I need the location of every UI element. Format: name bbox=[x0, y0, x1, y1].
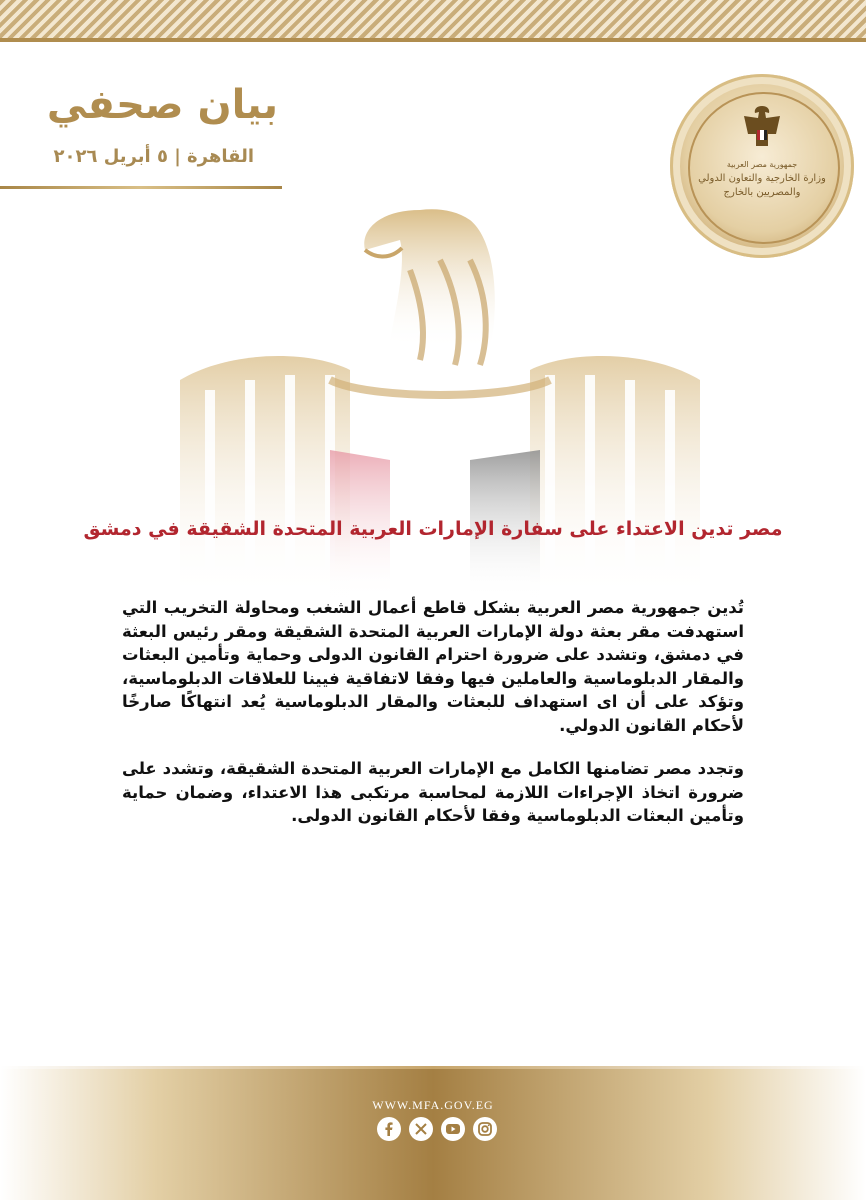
statement-body bbox=[122, 596, 744, 848]
statement-headline: مصر تدين الاعتداء على سفارة الإمارات العربية المتحدة الشقيقة في دمشق bbox=[83, 518, 783, 540]
seal-line-3: والمصريين بالخارج bbox=[723, 187, 801, 198]
seal-line-1: جمهورية مصر العربية bbox=[726, 160, 798, 169]
statement-paragraph: وتجدد مصر تضامنها الكامل مع الإمارات العربية المتحدة الشقيقة، وتشدد على ضرورة اتخاذ الإجراءات اللازمة لمحاسبة مرتكبى هذا الاعتداء، وضمان حماية وتأمين البعثات الدبلوماسية وفقا لأحكام القانون الدولى. bbox=[122, 759, 744, 825]
top-decorative-band bbox=[0, 0, 866, 42]
social-links bbox=[377, 1117, 497, 1141]
header-divider bbox=[0, 186, 282, 189]
page-title: بيان صحفي bbox=[46, 82, 278, 128]
dateline: القاهرة | ٥ أبريل ٢٠٢٦ bbox=[53, 146, 254, 167]
ministry-seal-logo bbox=[670, 74, 854, 258]
facebook-icon[interactable] bbox=[377, 1117, 401, 1141]
instagram-icon[interactable] bbox=[473, 1117, 497, 1141]
youtube-icon[interactable] bbox=[441, 1117, 465, 1141]
eagle-emblem-icon bbox=[738, 104, 786, 148]
seal-text bbox=[670, 158, 854, 200]
statement-paragraph: تُدين جمهورية مصر العربية بشكل قاطع أعمال الشغب ومحاولة التخريب التي استهدفت مقر بعثة دولة الإمارات العربية المتحدة الشقيقة ومقر رئيس البعثة في دمشق، وتشدد على ضرورة احترام القانون الدولى وحماية وتأمين البعثات والمقار الدبلوماسية والعاملين فيها وفقا لاتفاقية فيينا للعلاقات الدبلوماسية، وتؤكد على أن اى استهداف للبعثات والمقار الدبلوماسية يُعد انتهاكًا صارخًا لأحكام القانون الدولي. bbox=[122, 598, 744, 735]
seal-line-2: وزارة الخارجية والتعاون الدولي bbox=[698, 173, 826, 184]
website-link[interactable]: WWW.MFA.GOV.EG bbox=[372, 1098, 494, 1112]
x-icon[interactable] bbox=[409, 1117, 433, 1141]
eagle-watermark bbox=[170, 200, 710, 620]
